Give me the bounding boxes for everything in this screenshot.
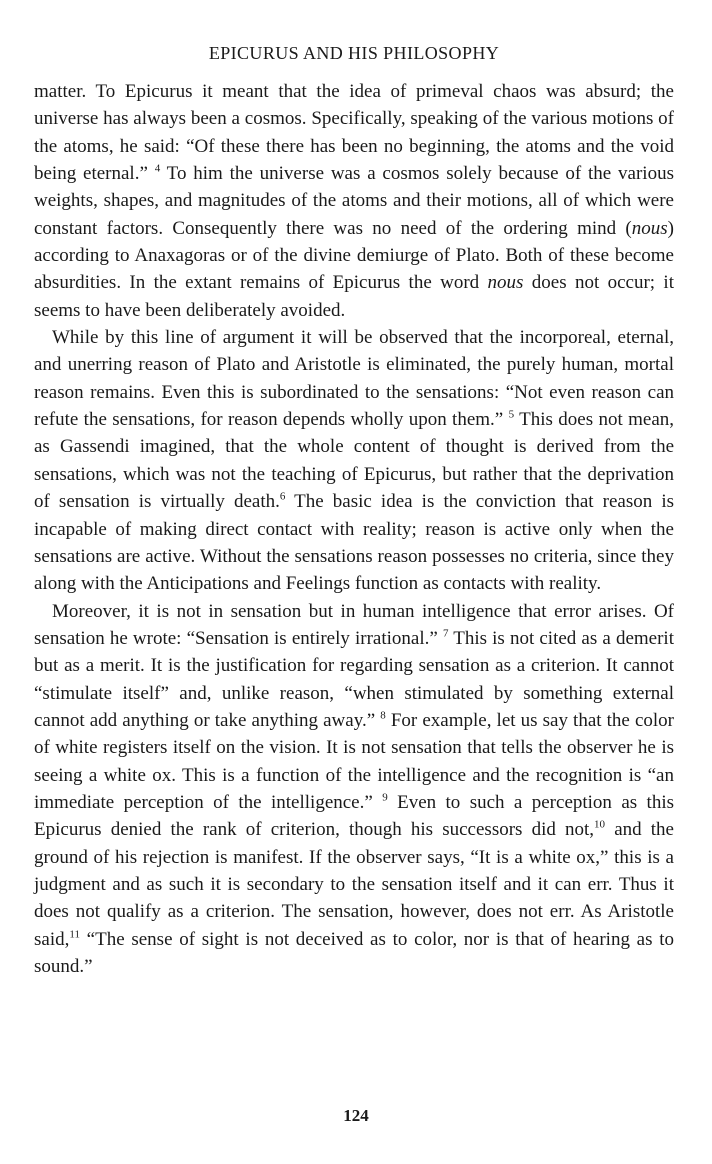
footnote-marker: 11	[69, 928, 80, 941]
text-run: matter. To Epicurus it meant that the idea of primeval chaos was absurd; the universe has always been a cosmos. Specifically, speaking of the various motions of the atoms, he said: “Of these there has been no beginning, the atoms and the void being eternal.”	[34, 81, 674, 185]
text-run: “The sense of sight is not deceived as to color, nor is that of hearing as to sound.”	[34, 928, 674, 977]
footnote-marker: 4	[154, 162, 161, 175]
body-text	[34, 78, 674, 980]
paragraph-1	[34, 78, 674, 324]
text-run: does not occur; it seems to have been deliberately avoided.	[34, 272, 674, 321]
text-run: For example, let us say that the color of white registers itself on the vision. It is not sensation that tells the observer he is seeing a white ox. This is a function of the intelligence and the recognition is “an immediate perception of the intelligence.”	[34, 709, 674, 813]
text-run: The basic idea is the conviction that reason is incapable of making direct contact with reality; reason is active only when the sensations are active. Without the sensations reason possesses no criteria, since they along with the Anticipations and Feelings function as contacts with reality.	[34, 491, 675, 595]
text-run: While by this line of argument it will be observed that the incorporeal, eternal, and unerring reason of Plato and Aristotle is eliminated, the purely human, mortal reason remains. Even this is subordinated to the sensations: “Not even reason can refute the sensations, for reason depends wholly upon them.”	[34, 327, 674, 431]
running-head: EPICURUS AND HIS PHILOSOPHY	[208, 43, 500, 63]
footnote-marker: 5	[508, 408, 515, 421]
paragraph-3	[34, 598, 674, 981]
footnote-marker: 7	[442, 627, 449, 640]
text-run: and the ground of his rejection is manifest. If the observer says, “It is a white ox,” this is a judgment and as such it is secondary to the sensation itself and it can err. Thus it does not qualify as a criterion. The sensation, however, does not err. As Aristotle said,	[34, 819, 674, 950]
page-number: 124	[343, 1106, 369, 1125]
footnote-marker: 8	[380, 709, 386, 722]
text-run: Even to such a perception as this Epicurus denied the rank of criterion, though his successors did not,	[34, 791, 674, 841]
italic-term: nous	[487, 272, 524, 294]
footnote-marker: 10	[594, 818, 606, 831]
text-run: This is not cited as a demerit but as a merit. It is the justification for regarding sensation as a criterion. It cannot “stimulate itself” and, unlike reason, “when stimulated by something external cannot add anything or take anything away.”	[34, 627, 674, 731]
footnote-marker: 9	[382, 791, 388, 804]
footnote-marker: 6	[279, 490, 286, 503]
book-page	[34, 40, 674, 980]
text-run: ) according to Anaxagoras or of the divine demiurge of Plato. Both of these become absurdities. In the extant remains of Epicurus the word	[34, 217, 674, 294]
italic-term: nous	[631, 217, 668, 239]
text-run: This does not mean, as Gassendi imagined, that the whole content of thought is derived from the sensations, which was not the teaching of Epicurus, but rather that the deprivation of sensation is virtually death.	[34, 409, 675, 513]
text-run: Moreover, it is not in sensation but in human intelligence that error arises. Of sensation he wrote: “Sensation is entirely irrational.”	[34, 600, 674, 649]
paragraph-2	[34, 324, 674, 597]
text-run: To him the universe was a cosmos solely because of the various weights, shapes, and magnitudes of the atoms and their motions, all of which were constant factors. Consequently there was no need of the ordering mind (	[34, 163, 674, 239]
